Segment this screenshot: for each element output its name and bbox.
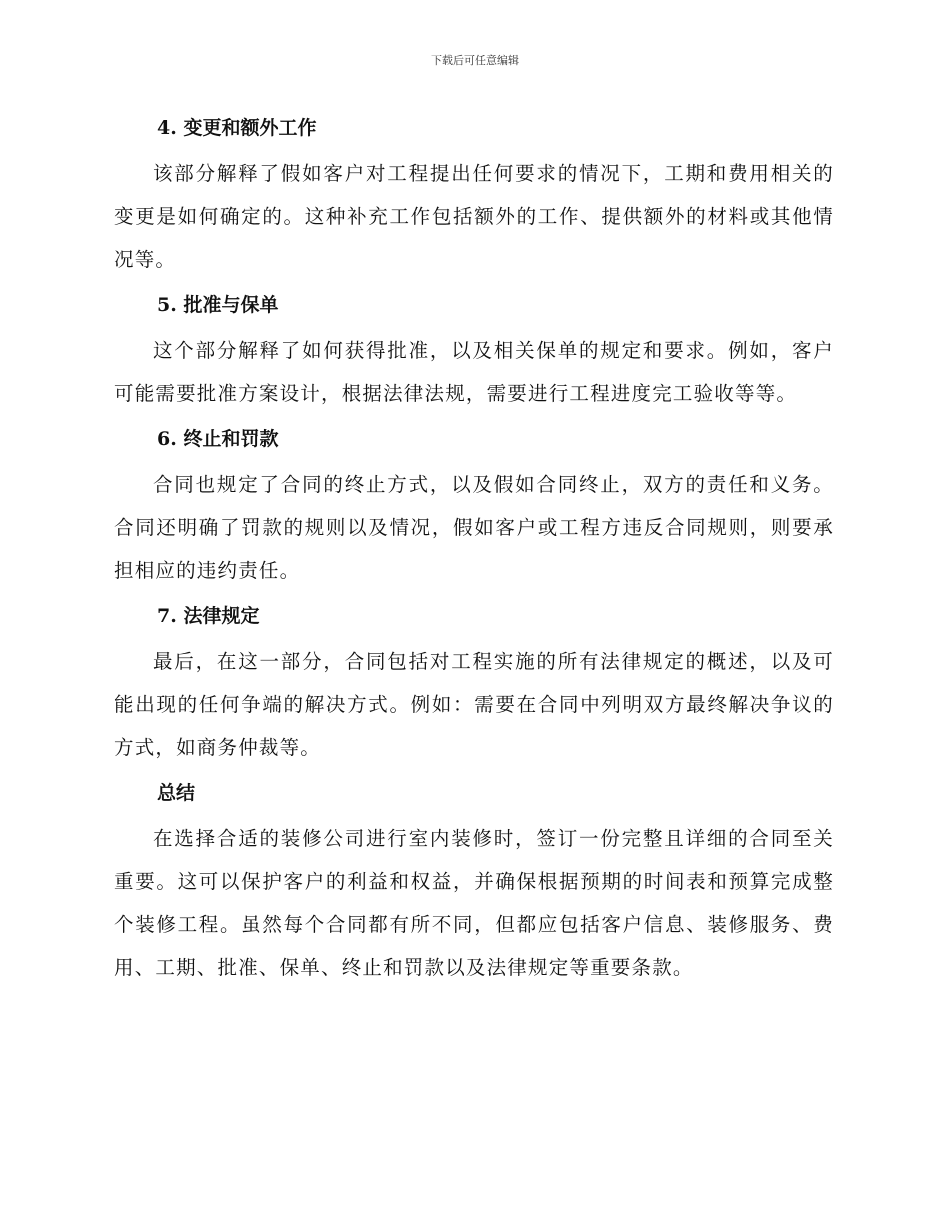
section-heading: 5. 批准与保单 bbox=[157, 294, 279, 316]
section-heading: 总结 bbox=[157, 782, 196, 804]
section-change-and-extra-work bbox=[114, 110, 834, 281]
page-header: 下载后可任意编辑 bbox=[431, 54, 519, 67]
section-termination-and-penalties bbox=[114, 421, 834, 592]
section-paragraph: 该部分解释了假如客户对工程提出任何要求的情况下，工期和费用相关的变更是如何确定的。这种补充工作包括额外的工作、提供额外的材料或其他情况等。 bbox=[114, 162, 834, 271]
section-summary bbox=[114, 775, 834, 989]
section-paragraph: 合同也规定了合同的终止方式，以及假如合同终止，双方的责任和义务。合同还明确了罚款的规则以及情况，假如客户或工程方违反合同规则，则要承担相应的违约责任。 bbox=[114, 473, 834, 582]
section-heading: 4. 变更和额外工作 bbox=[157, 117, 317, 139]
section-heading: 7. 法律规定 bbox=[157, 605, 260, 627]
section-heading: 6. 终止和罚款 bbox=[157, 428, 279, 450]
document-body bbox=[114, 110, 834, 995]
section-approval-and-warranty bbox=[114, 287, 834, 415]
section-paragraph: 在选择合适的装修公司进行室内装修时，签订一份完整且详细的合同至关重要。这可以保护客户的利益和权益，并确保根据预期的时间表和预算完成整个装修工程。虽然每个合同都有所不同，但都应包括客户信息、装修服务、费用、工期、批准、保单、终止和罚款以及法律规定等重要条款。 bbox=[114, 827, 834, 979]
section-paragraph: 最后，在这一部分，合同包括对工程实施的所有法律规定的概述，以及可能出现的任何争端的解决方式。例如：需要在合同中列明双方最终解决争议的方式，如商务仲裁等。 bbox=[114, 650, 834, 759]
section-paragraph: 这个部分解释了如何获得批准，以及相关保单的规定和要求。例如，客户可能需要批准方案设计，根据法律法规，需要进行工程进度完工验收等等。 bbox=[114, 339, 834, 405]
section-legal-provisions bbox=[114, 598, 834, 769]
